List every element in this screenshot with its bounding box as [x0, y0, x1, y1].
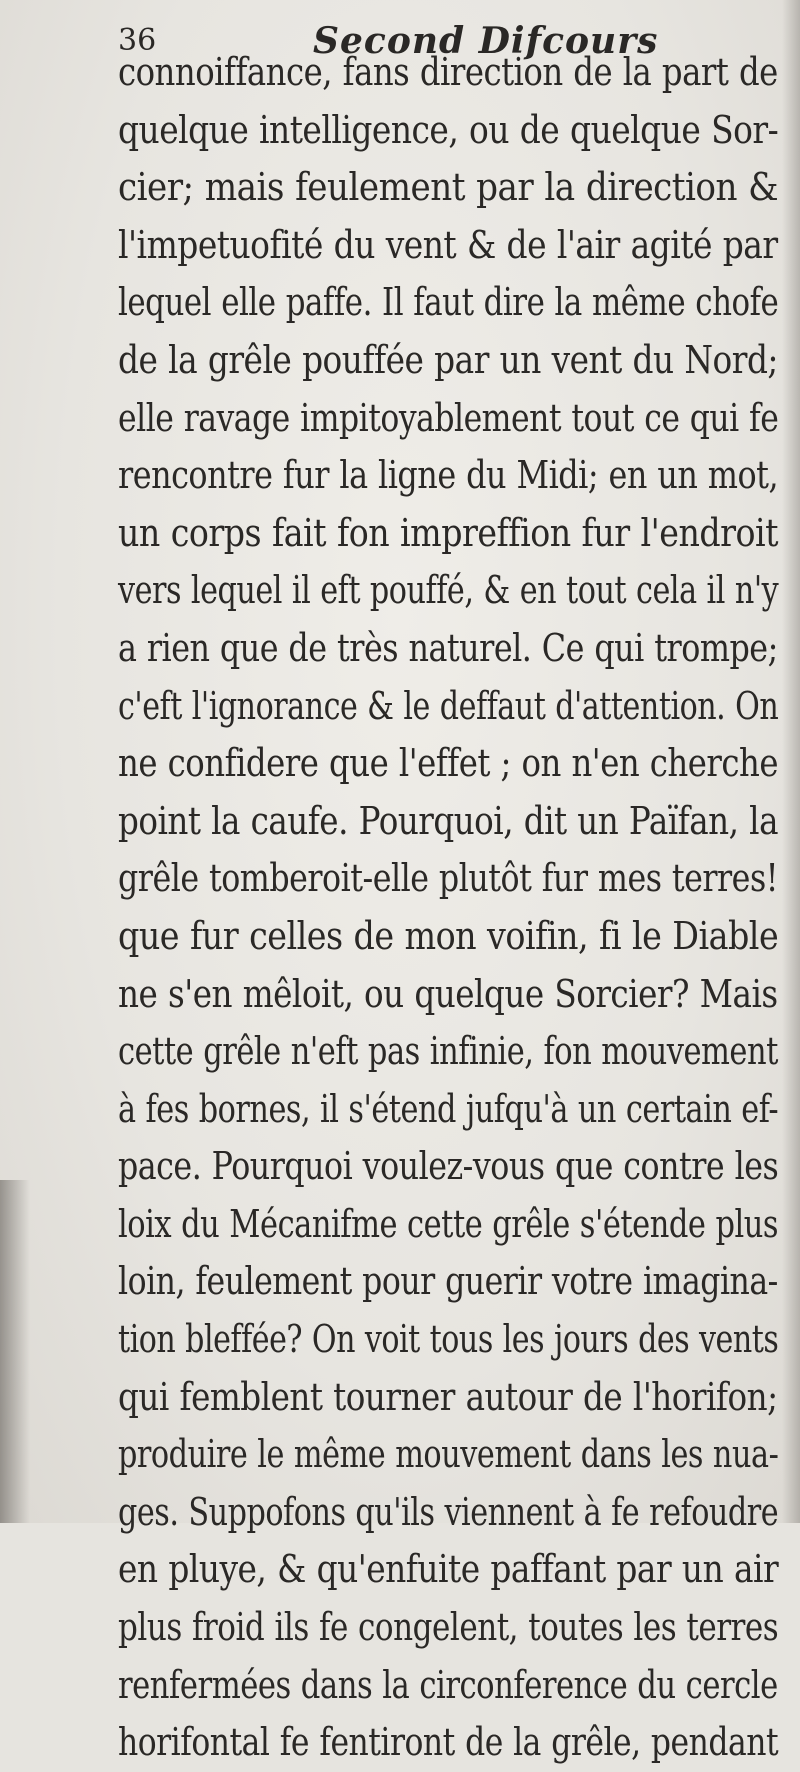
- text-line: rencontre fur la ligne du Midi; en un mot,: [118, 453, 779, 499]
- text-line: tion bleffée? On voit tous les jours des vents: [118, 1317, 779, 1363]
- text-line: a rien que de très naturel. Ce qui trompe;: [118, 625, 778, 671]
- text-line: en pluye, & qu'enfuite paffant par un air: [118, 1547, 779, 1593]
- text-line: c'eft l'ignorance & le deffaut d'attention. On: [118, 683, 779, 729]
- text-line: ne confidere que l'effet ; on n'en cherche: [118, 741, 779, 787]
- text-line: cette grêle n'eft pas infinie, fon mouvement: [118, 1029, 778, 1075]
- text-line: elle ravage impitoyablement tout ce qui fe: [118, 395, 779, 441]
- text-line: point la caufe. Pourquoi, dit un Païfan, la: [118, 798, 778, 844]
- text-line: grêle tomberoit-elle plutôt fur mes terres!: [118, 856, 778, 902]
- page-number: 36: [118, 23, 157, 58]
- text-line: quelque intelligence, ou de quelque Sor-: [118, 107, 779, 153]
- page-gutter-shadow: [782, 0, 800, 1523]
- text-line: cier; mais feulement par la direction &: [118, 165, 779, 211]
- text-line: qui femblent tourner autour de l'horifon;: [118, 1374, 778, 1420]
- text-line: ges. Suppofons qu'ils viennent à fe refoudre: [118, 1489, 779, 1535]
- text-line: ne s'en mêloit, ou quelque Sorcier? Mais: [118, 971, 778, 1017]
- text-line: pace. Pourquoi voulez-vous que contre les: [118, 1144, 779, 1190]
- text-line: un corps fait fon impreffion fur l'endroit: [118, 510, 778, 556]
- text-line: loin, feulement pour guerir votre imagina-: [118, 1259, 778, 1305]
- running-title: Second Difcours: [313, 20, 659, 62]
- text-line: plus froid ils fe congelent, toutes les terres: [118, 1605, 779, 1651]
- text-line: loix du Mécanifme cette grêle s'étende plus: [118, 1201, 779, 1247]
- text-line: horifontal fe fentiront de la grêle, pendant: [118, 1720, 779, 1766]
- text-line: connoiffance, fans direction de la part de: [118, 50, 778, 95]
- text-line: à fes bornes, il s'étend jufqu'à un certain ef-: [118, 1086, 779, 1132]
- text-line: vers lequel il eft pouffé, & en tout cela il n'y: [118, 568, 779, 614]
- text-line: de la grêle pouffée par un vent du Nord;: [118, 337, 778, 383]
- text-line: l'impetuofité du vent & de l'air agité par: [118, 222, 778, 268]
- text-line: produire le même mouvement dans les nua-: [118, 1432, 779, 1478]
- page-edge-shadow: [0, 1180, 30, 1523]
- text-line: lequel elle paffe. Il faut dire la même chofe: [118, 280, 779, 326]
- body-text: [118, 44, 778, 1772]
- text-line: que fur celles de mon voifin, fi le Diable: [118, 913, 779, 959]
- text-line: renfermées dans la circonference du cercle: [118, 1662, 778, 1708]
